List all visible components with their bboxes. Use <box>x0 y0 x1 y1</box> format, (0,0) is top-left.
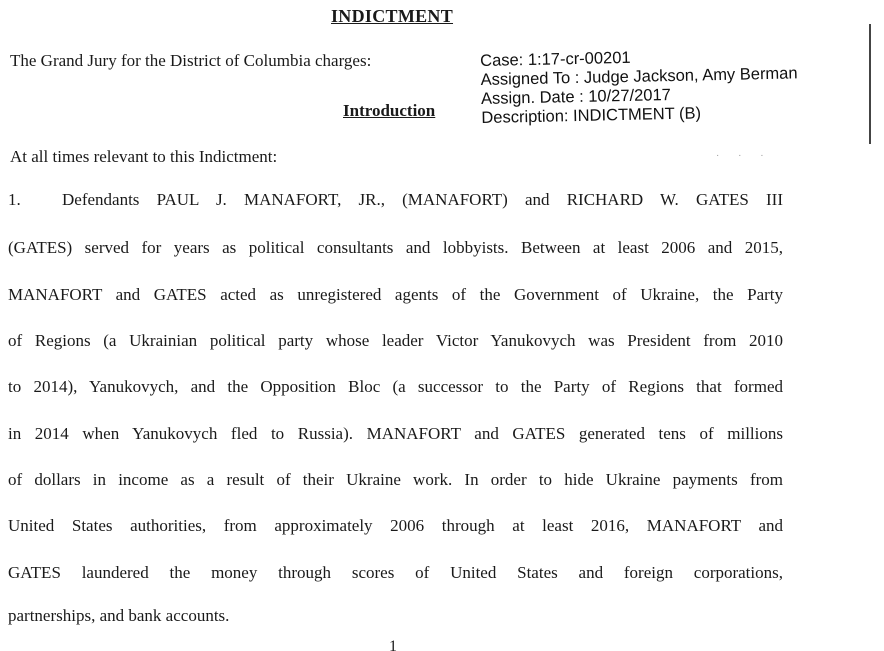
page-number: 1 <box>389 638 397 651</box>
section-heading: Introduction <box>343 101 436 120</box>
paragraph-line: MANAFORT and GATES acted as unregistered agents of the Government of Ukraine, the Party <box>8 285 783 304</box>
case-number: Case: 1:17-cr-00201 <box>480 48 631 70</box>
paragraph-line: in 2014 when Yanukovych fled to Russia). MANAFORT and GATES generated tens of millions <box>8 424 783 443</box>
case-stamp <box>480 45 799 128</box>
paragraph-line: United States authorities, from approximately 2006 through at least 2016, MANAFORT and <box>8 516 783 535</box>
paragraph-line: partnerships, and bank accounts. <box>8 606 230 625</box>
intro-line: At all times relevant to this Indictment: <box>10 147 278 166</box>
grand-jury-statement: The Grand Jury for the District of Columbia charges: <box>10 51 372 70</box>
paragraph-line: of Regions (a Ukrainian political party whose leader Victor Yanukovych was President from 2010 <box>8 331 783 350</box>
paragraph-line: to 2014), Yanukovych, and the Opposition Bloc (a successor to the Party of Regions that formed <box>8 377 783 396</box>
scan-edge-mark <box>869 24 871 144</box>
paragraph-line: of dollars in income as a result of their Ukraine work. In order to hide Ukraine payments from <box>8 470 783 489</box>
paragraph-line <box>8 190 783 210</box>
scan-specks: · · · <box>716 150 772 161</box>
document-title: INDICTMENT <box>331 6 454 26</box>
assign-date: Assign. Date : 10/27/2017 <box>480 86 672 108</box>
paragraph-number: 1. <box>8 190 21 209</box>
paragraph-line: (GATES) served for years as political consultants and lobbyists. Between at least 2006 and 2015, <box>8 238 783 257</box>
case-description: Description: INDICTMENT (B) <box>481 104 702 127</box>
paragraph-text: Defendants PAUL J. MANAFORT, JR., (MANAFORT) and RICHARD W. GATES III <box>62 190 783 209</box>
assigned-judge: Assigned To : Judge Jackson, Amy Berman <box>480 64 798 89</box>
paragraph-line: GATES laundered the money through scores of United States and foreign corporations, <box>8 563 783 582</box>
